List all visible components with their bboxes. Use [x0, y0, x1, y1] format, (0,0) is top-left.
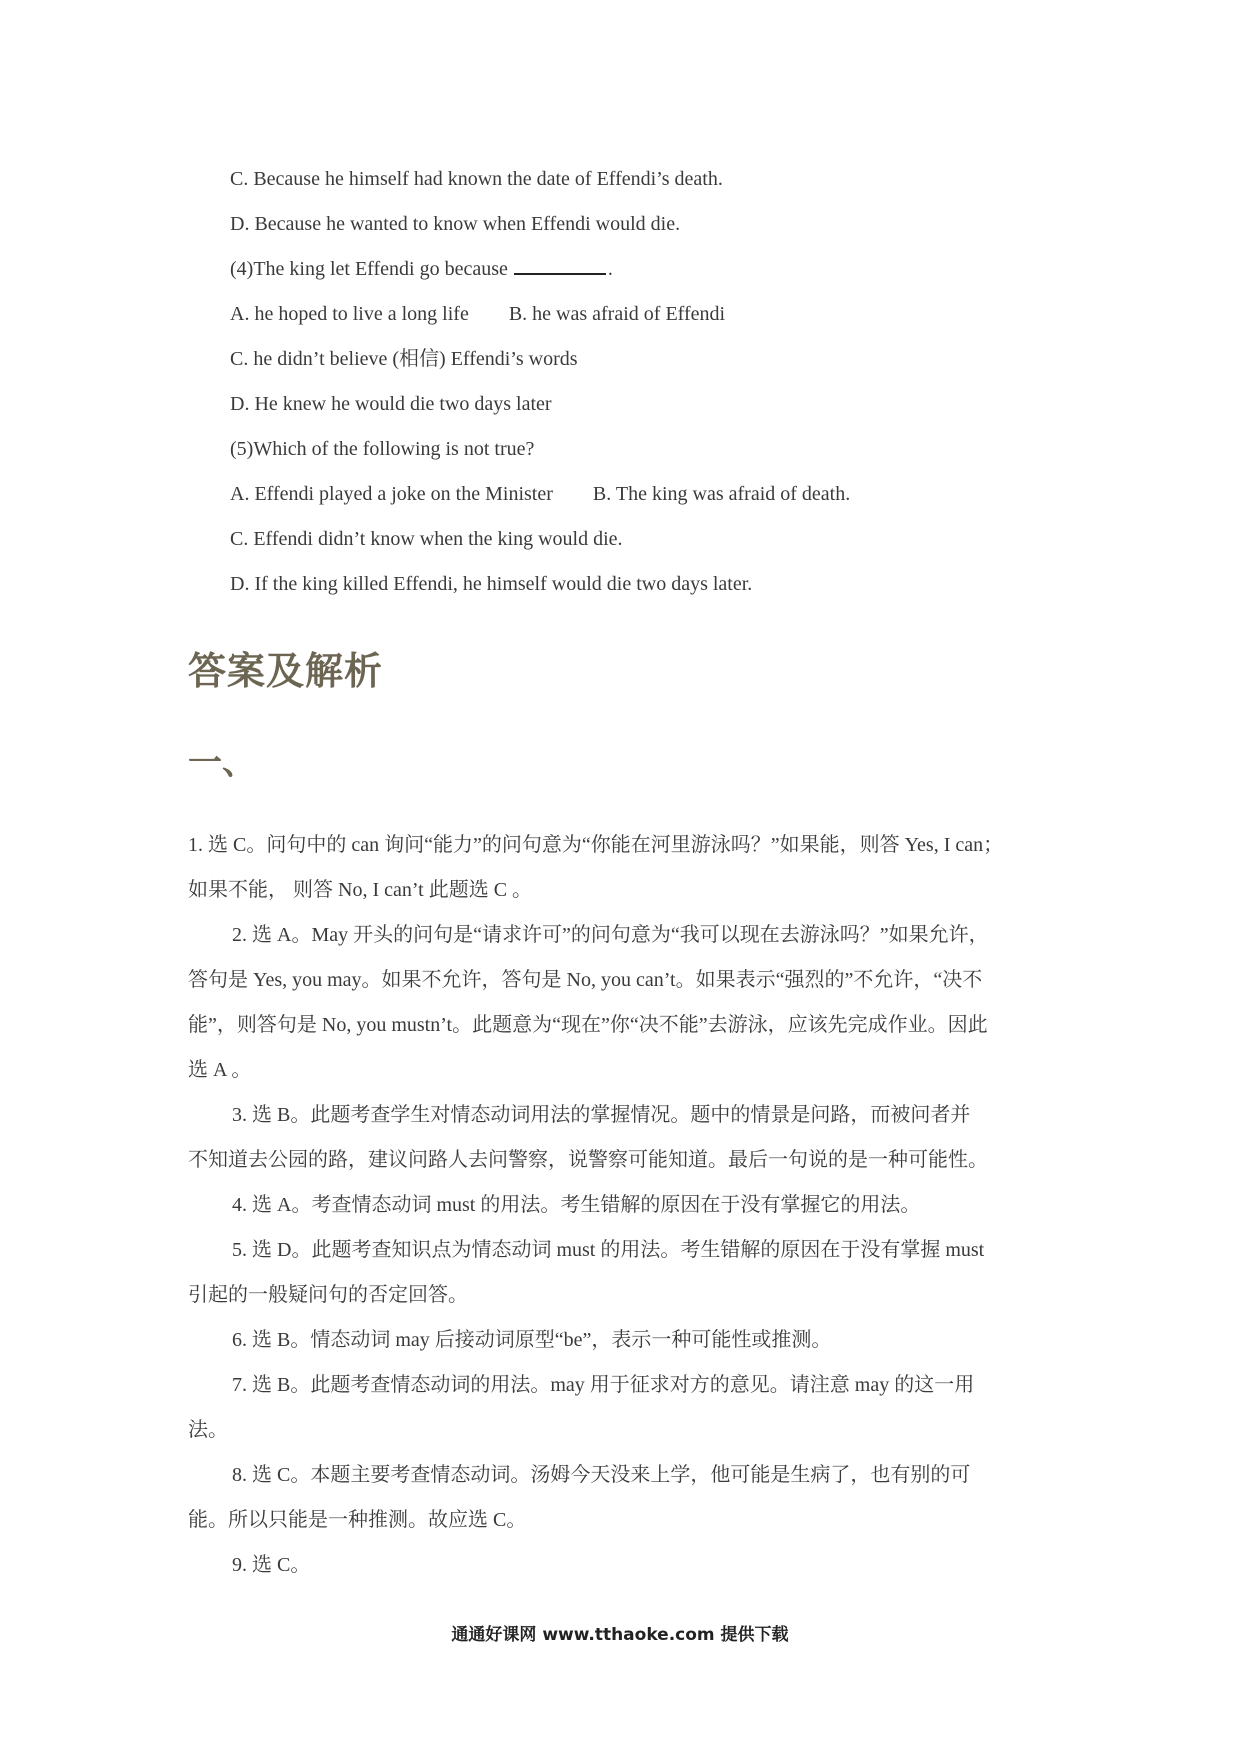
answer-line: 5. 选 D。此题考查知识点为情态动词 must 的用法。考生错解的原因在于没有掌握 must — [232, 1239, 985, 1261]
q4-stem — [230, 256, 613, 282]
answer-line: 4. 选 A。考查情态动词 must 的用法。考生错解的原因在于没有掌握它的用法。 — [232, 1194, 921, 1216]
answer-line: 8. 选 C。本题主要考查情态动词。汤姆今天没来上学，他可能是生病了，也有别的可 — [232, 1464, 971, 1486]
q5-stem: (5)Which of the following is not true? — [230, 438, 535, 460]
answer-line: 2. 选 A。May 开头的问句是“请求许可”的问句意为“我可以现在去游泳吗？”如果允许， — [232, 924, 989, 946]
q4-options-ab — [230, 301, 725, 327]
q4-option-a: A. he hoped to live a long life — [230, 303, 469, 325]
q4-option-b: B. he was afraid of Effendi — [508, 303, 726, 325]
q3-option-d: D. Because he wanted to know when Effendi would die. — [230, 213, 681, 235]
q4-option-c: C. he didn’t believe (相信) Effendi’s words — [230, 348, 578, 370]
answer-line: 不知道去公园的路，建议问路人去问警察，说警察可能知道。最后一句说的是一种可能性。 — [188, 1149, 988, 1171]
q3-option-c: C. Because he himself had known the date of Effendi’s death. — [230, 168, 723, 190]
q5-option-a: A. Effendi played a joke on the Minister — [230, 483, 553, 505]
answer-line: 能。所以只能是一种推测。故应选 C。 — [188, 1509, 527, 1531]
answer-line: 能”，则答句是 No, you mustn’t。此题意为“现在”你“决不能”去游泳，应该先完成作业。因此 — [188, 1014, 988, 1036]
q4-stem-text: (4)The king let Effendi go because — [230, 258, 508, 280]
q5-option-d: D. If the king killed Effendi, he himself would die two days later. — [230, 573, 753, 595]
answer-line: 3. 选 B。此题考查学生对情态动词用法的掌握情况。题中的情景是问路，而被问者并 — [232, 1104, 971, 1126]
answer-line: 1. 选 C。问句中的 can 询问“能力”的问句意为“你能在河里游泳吗？”如果能，则答 Yes, I can； — [188, 834, 1004, 856]
answer-line: 引起的一般疑问句的否定回答。 — [188, 1284, 468, 1306]
q4-stem-end: . — [607, 258, 613, 280]
q5-options-ab — [230, 481, 850, 507]
section-one-heading: 一、 — [188, 743, 256, 783]
page-footer: 通通好课网 www.tthaoke.com 提供下载 — [451, 1625, 789, 1645]
answer-line: 9. 选 C。 — [232, 1554, 311, 1576]
q5-option-b: B. The king was afraid of death. — [592, 483, 851, 505]
answer-blank — [514, 257, 606, 275]
answer-line: 如果不能， 则答 No, I can’t 此题选 C 。 — [188, 879, 533, 901]
q4-option-d: D. He knew he would die two days later — [230, 393, 552, 415]
answer-line: 答句是 Yes, you may。如果不允许，答句是 No, you can’t。如果表示“强烈的”不允许，“决不 — [188, 969, 983, 991]
answer-line: 法。 — [188, 1419, 228, 1441]
answer-line: 7. 选 B。此题考查情态动词的用法。may 用于征求对方的意见。请注意 may 的这一用 — [232, 1374, 975, 1396]
answers-heading: 答案及解析 — [188, 649, 384, 693]
answer-line: 6. 选 B。情态动词 may 后接动词原型“be”，表示一种可能性或推测。 — [232, 1329, 832, 1351]
q5-option-c: C. Effendi didn’t know when the king would die. — [230, 528, 623, 550]
answer-line: 选 A 。 — [188, 1059, 252, 1081]
